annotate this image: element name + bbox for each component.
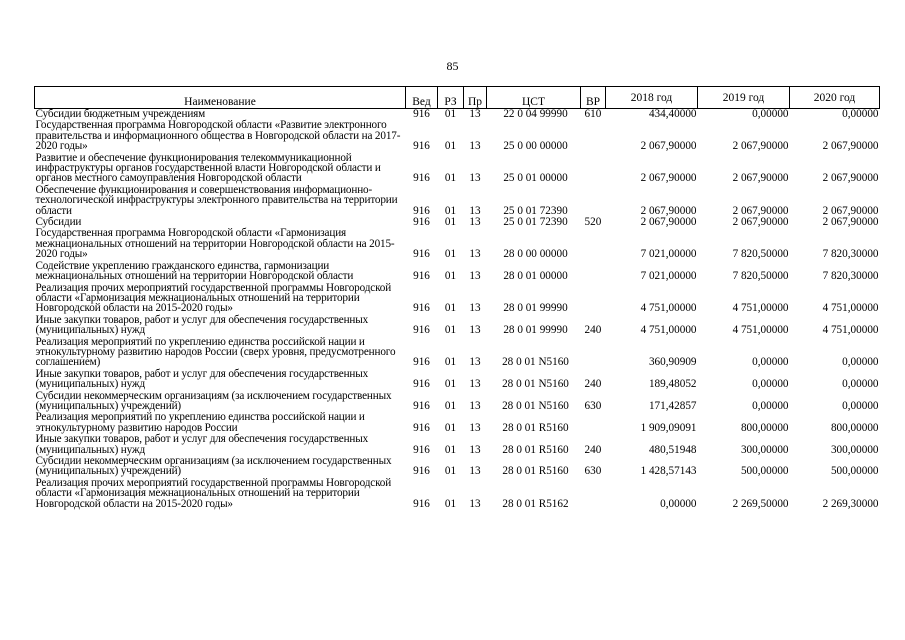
row-vr: [581, 260, 606, 282]
row-name: Субсидии: [35, 216, 82, 229]
row-vr: [581, 184, 606, 216]
table-row: [35, 260, 880, 282]
row-rz: 01: [444, 378, 457, 391]
row-vr: [581, 227, 606, 259]
row-2018: 4 751,00000: [640, 302, 697, 315]
row-2020: 4 751,00000: [822, 302, 879, 315]
header-2020: 2020 год: [790, 87, 880, 109]
table-body: [35, 109, 880, 510]
row-cst: 28 0 01 00000: [503, 270, 568, 283]
row-vr: [581, 282, 606, 314]
row-2019: 0,00000: [752, 378, 789, 391]
row-cst: 28 0 01 R5162: [502, 497, 569, 510]
row-ved: 916: [413, 270, 430, 283]
row-rz: 01: [444, 248, 457, 261]
row-cst: 28 0 01 R5160: [502, 443, 569, 456]
row-2020: 0,00000: [842, 108, 879, 120]
row-2020: 2 067,90000: [822, 140, 879, 153]
row-2020: 0,00000: [842, 378, 879, 391]
row-ved: 916: [413, 465, 430, 478]
row-2018: 1 428,57143: [640, 465, 697, 478]
row-ved: 916: [413, 421, 430, 434]
row-2020: 2 067,90000: [822, 172, 879, 185]
header-ved: Вед: [406, 87, 438, 109]
row-2018: 0,00000: [660, 497, 697, 510]
row-rz: 01: [444, 399, 457, 412]
row-cst: 25 0 00 00000: [503, 140, 568, 153]
row-2019: 2 067,90000: [732, 204, 789, 217]
page-number: 85: [446, 59, 459, 73]
row-2019: 2 067,90000: [732, 172, 789, 185]
row-2019: 2 067,90000: [732, 216, 789, 229]
row-name: Содействие укреплению гражданского единства, гармонизации межнациональных отношений на территории Новгородской области: [35, 259, 354, 283]
header-name: Наименование: [35, 87, 406, 109]
row-2020: 2 269,30000: [822, 497, 879, 510]
row-2018: 2 067,90000: [640, 216, 697, 229]
row-2018: 434,40000: [648, 108, 697, 120]
row-name: Иные закупки товаров, работ и услуг для обеспечения государственных (муниципальных) нужд: [35, 367, 369, 391]
row-pr: 13: [469, 216, 481, 229]
row-2020: 2 067,90000: [822, 204, 879, 217]
row-vr: [581, 411, 606, 433]
table-row: [35, 314, 880, 336]
row-2020: 800,00000: [830, 421, 879, 434]
row-rz: 01: [444, 465, 457, 478]
row-pr: 13: [469, 421, 481, 434]
table-row: [35, 477, 880, 509]
row-name: Иные закупки товаров, работ и услуг для обеспечения государственных (муниципальных) нужд: [35, 433, 369, 456]
row-2019: 7 820,50000: [732, 270, 789, 283]
row-rz: 01: [444, 204, 457, 217]
row-rz: 01: [444, 324, 457, 337]
table-row: [35, 411, 880, 433]
row-ved: 916: [413, 399, 430, 412]
row-vr: 630: [584, 465, 602, 478]
row-pr: 13: [469, 302, 481, 315]
row-vr: [581, 336, 606, 368]
row-ved: 916: [413, 140, 430, 153]
row-2019: 500,00000: [740, 465, 789, 478]
row-vr: 240: [584, 324, 602, 337]
header-cst: ЦСТ: [487, 87, 581, 109]
row-cst: 28 0 01 99990: [503, 324, 568, 337]
row-rz: 01: [444, 108, 457, 120]
row-2020: 7 820,30000: [822, 248, 879, 261]
row-2019: 0,00000: [752, 108, 789, 120]
table-row: [35, 152, 880, 184]
row-ved: 916: [413, 204, 430, 217]
row-ved: 916: [413, 248, 430, 261]
row-vr: 520: [584, 216, 602, 229]
row-2020: 4 751,00000: [822, 324, 879, 337]
row-2018: 171,42857: [648, 399, 697, 412]
row-pr: 13: [469, 378, 481, 391]
row-name: Субсидии бюджетным учреждениям: [35, 108, 206, 120]
row-rz: 01: [444, 216, 457, 229]
row-name: Субсидии некоммерческим организациям (за исключением государственных (муниципальных) учреждений): [35, 389, 392, 412]
row-2018: 2 067,90000: [640, 172, 697, 185]
table-row: [35, 433, 880, 455]
row-2018: 360,90909: [648, 356, 697, 369]
row-cst: 22 0 04 99990: [503, 108, 568, 120]
row-name: Государственная программа Новгородской области «Гармонизация межнациональных отношений на территории Новгородской области на 2015-2020 годы»: [35, 227, 395, 261]
row-2019: 4 751,00000: [732, 302, 789, 315]
header-pr: Пр: [464, 87, 487, 109]
row-2019: 0,00000: [752, 356, 789, 369]
row-cst: 28 0 01 99990: [503, 302, 568, 315]
row-cst: 25 0 01 72390: [503, 204, 568, 217]
header-row: [35, 87, 880, 109]
row-rz: 01: [444, 302, 457, 315]
row-pr: 13: [469, 172, 481, 185]
row-pr: 13: [469, 140, 481, 153]
row-vr: [581, 477, 606, 509]
row-vr: 240: [584, 443, 602, 456]
header-vr: ВР: [581, 87, 606, 109]
row-name: Реализация прочих мероприятий государственной программы Новгородской области «Гармонизация межнациональных отношений на территории Новгородской области на 2015-2020 годы»: [35, 476, 392, 510]
row-rz: 01: [444, 421, 457, 434]
row-name: Иные закупки товаров, работ и услуг для обеспечения государственных (муниципальных) нужд: [35, 313, 369, 337]
row-rz: 01: [444, 172, 457, 185]
row-rz: 01: [444, 497, 457, 510]
table-row: [35, 282, 880, 314]
row-2020: 300,00000: [830, 443, 879, 456]
row-ved: 916: [413, 302, 430, 315]
row-2020: 0,00000: [842, 356, 879, 369]
row-2019: 7 820,50000: [732, 248, 789, 261]
row-name: Реализация мероприятий по укреплению единства российской нации и этнокультурному развитию народов России: [35, 411, 365, 434]
row-2019: 2 067,90000: [732, 140, 789, 153]
row-cst: 25 0 01 72390: [503, 216, 568, 229]
table-row: [35, 455, 880, 477]
row-ved: 916: [413, 356, 430, 369]
row-ved: 916: [413, 324, 430, 337]
row-vr: [581, 119, 606, 151]
row-pr: 13: [469, 443, 481, 456]
row-ved: 916: [413, 497, 430, 510]
row-2019: 4 751,00000: [732, 324, 789, 337]
row-2019: 300,00000: [740, 443, 789, 456]
row-pr: 13: [469, 204, 481, 217]
row-2018: 189,48052: [648, 378, 697, 391]
header-rz: РЗ: [438, 87, 464, 109]
row-pr: 13: [469, 497, 481, 510]
table-row: [35, 227, 880, 259]
row-2018: 2 067,90000: [640, 204, 697, 217]
row-2018: 2 067,90000: [640, 140, 697, 153]
row-name: Государственная программа Новгородской области «Развитие электронного правительства и информационного общества в Новгородской области на 2017-2020 годы»: [35, 119, 401, 153]
row-vr: 630: [584, 399, 602, 412]
row-pr: 13: [469, 248, 481, 261]
row-ved: 916: [413, 108, 430, 120]
row-vr: 240: [584, 378, 602, 391]
row-rz: 01: [444, 140, 457, 153]
row-cst: 25 0 01 00000: [503, 172, 568, 185]
row-name: Субсидии некоммерческим организациям (за исключением государственных (муниципальных) учреждений): [35, 455, 392, 478]
row-2018: 7 021,00000: [640, 270, 697, 283]
row-ved: 916: [413, 443, 430, 456]
row-ved: 916: [413, 216, 430, 229]
row-2018: 480,51948: [648, 443, 697, 456]
row-2019: 0,00000: [752, 399, 789, 412]
row-pr: 13: [469, 465, 481, 478]
row-name: Развитие и обеспечение функционирования телекоммуникационной инфраструктуры органов государственной власти Новгородской области и органов местного самоуправления Новгородской области: [35, 151, 381, 185]
row-2020: 0,00000: [842, 399, 879, 412]
row-pr: 13: [469, 399, 481, 412]
row-pr: 13: [469, 356, 481, 369]
table-row: [35, 336, 880, 368]
row-rz: 01: [444, 270, 457, 283]
row-cst: 28 0 01 R5160: [502, 421, 569, 434]
row-ved: 916: [413, 378, 430, 391]
header-2018: 2018 год: [606, 87, 698, 109]
header-2019: 2019 год: [698, 87, 790, 109]
row-vr: 610: [584, 108, 602, 120]
row-2020: 2 067,90000: [822, 216, 879, 229]
row-2019: 800,00000: [740, 421, 789, 434]
row-2020: 7 820,30000: [822, 270, 879, 283]
row-name: Реализация прочих мероприятий государственной программы Новгородской области «Гармонизация межнациональных отношений на территории Новгородской области на 2015-2020 годы»: [35, 281, 392, 315]
table-row: [35, 184, 880, 216]
row-2018: 1 909,09091: [640, 421, 697, 434]
row-name: Обеспечение функционирования и совершенствования информационно- технологической инфраструктуры электронного правительства на территории области: [35, 183, 398, 217]
row-2020: 500,00000: [830, 465, 879, 478]
row-pr: 13: [469, 108, 481, 120]
row-2018: 4 751,00000: [640, 324, 697, 337]
row-cst: 28 0 01 R5160: [502, 465, 569, 478]
table-row: [35, 216, 880, 227]
table-row: [35, 119, 880, 151]
row-pr: 13: [469, 324, 481, 337]
row-cst: 28 0 00 00000: [503, 248, 568, 261]
row-cst: 28 0 01 N5160: [502, 378, 569, 391]
row-cst: 28 0 01 N5160: [502, 399, 569, 412]
table-row: [35, 390, 880, 412]
row-2018: 7 021,00000: [640, 248, 697, 261]
row-pr: 13: [469, 270, 481, 283]
table-row: [35, 368, 880, 390]
row-ved: 916: [413, 172, 430, 185]
row-name: Реализация мероприятий по укреплению единства российской нации и этнокультурному развитию народов России (сверх уровня, предусмотренного соглашением): [35, 335, 396, 369]
row-rz: 01: [444, 356, 457, 369]
row-vr: [581, 152, 606, 184]
row-cst: 28 0 01 N5160: [502, 356, 569, 369]
budget-table: [34, 86, 880, 509]
row-rz: 01: [444, 443, 457, 456]
row-2019: 2 269,50000: [732, 497, 789, 510]
table-row: [35, 109, 880, 120]
